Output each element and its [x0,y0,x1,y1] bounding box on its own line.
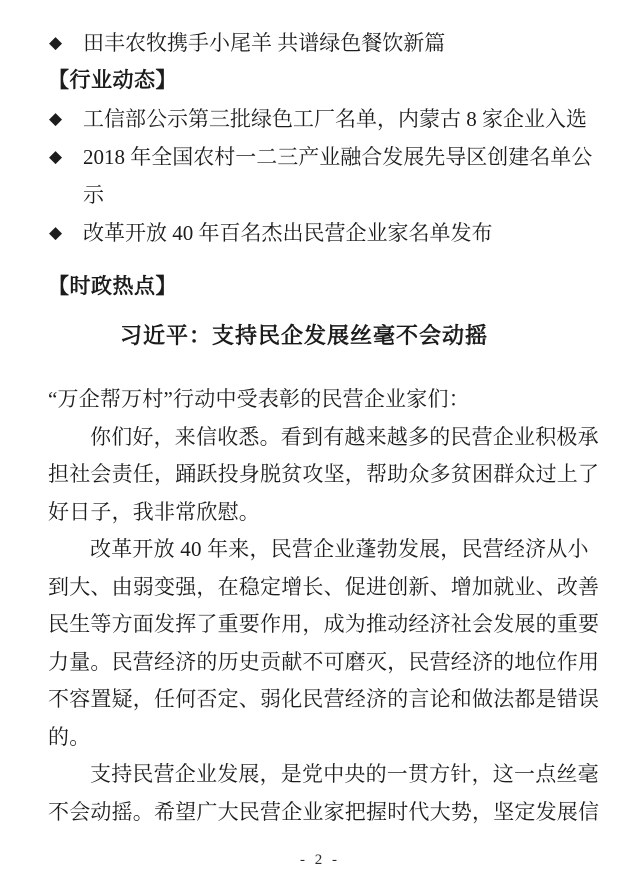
paragraph-line: 不容置疑，任何否定、弱化民营经济的言论和做法都是错误 [48,687,600,711]
section-header-politics: 【时政热点】 [48,275,177,298]
diamond-bullet-icon: ◆ [49,223,63,242]
bullet-text: 改革开放 40 年百名杰出民营企业家名单发布 [83,221,493,245]
paragraph-line: 支持民营企业发展，是党中央的一贯方针，这一点丝毫 [90,762,599,786]
paragraph-line: 你们好，来信收悉。看到有越来越多的民营企业积极承 [90,424,599,449]
document-content [48,24,600,831]
paragraph-line: 到大、由弱变强，在稳定增长、促进创新、增加就业、改善 [48,574,600,599]
diamond-bullet-icon: ◆ [49,33,63,52]
news-bullet-item [48,24,560,62]
paragraph-line: 的。 [48,724,91,749]
paragraph-line: 民生等方面发挥了重要作用，成为推动经济社会发展的重要 [48,612,600,636]
section-header-industry: 【行业动态】 [48,69,177,92]
paragraph-line: 改革开放 40 年来，民营企业蓬勃发展，民营经济从小 [90,537,589,561]
bullet-text-continuation: 示 [83,183,104,207]
paragraph-line: 好日子，我非常欣慰。 [48,499,260,524]
article-headline: 习近平：支持民企发展丝毫不会动摇 [119,323,488,348]
news-bullet-item [48,100,587,138]
diamond-bullet-icon: ◆ [49,109,63,128]
news-bullet-item [48,138,593,176]
bullet-text: 田丰农牧携手小尾羊 共谱绿色餐饮新篇 [83,31,446,55]
paragraph-line: 担社会责任，踊跃投身脱贫攻坚，帮助众多贫困群众过上了 [48,462,600,486]
bullet-text: 工信部公示第三批绿色工厂名单，内蒙古 8 家企业入选 [83,107,587,131]
paragraph-line: 力量。民营经济的历史贡献不可磨灭，民营经济的地位作用 [48,649,600,674]
news-bullet-item [48,214,560,252]
salutation-line: “万企帮万村”行动中受表彰的民营企业家们： [48,387,470,411]
article-body [48,381,600,831]
bullet-text: 2018 年全国农村一二三产业融合发展先导区创建名单公 [83,145,593,169]
page-number: - 2 - [300,852,340,868]
paragraph-line: 不会动摇。希望广大民营企业家把握时代大势，坚定发展信 [48,799,600,824]
diamond-bullet-icon: ◆ [49,147,63,166]
